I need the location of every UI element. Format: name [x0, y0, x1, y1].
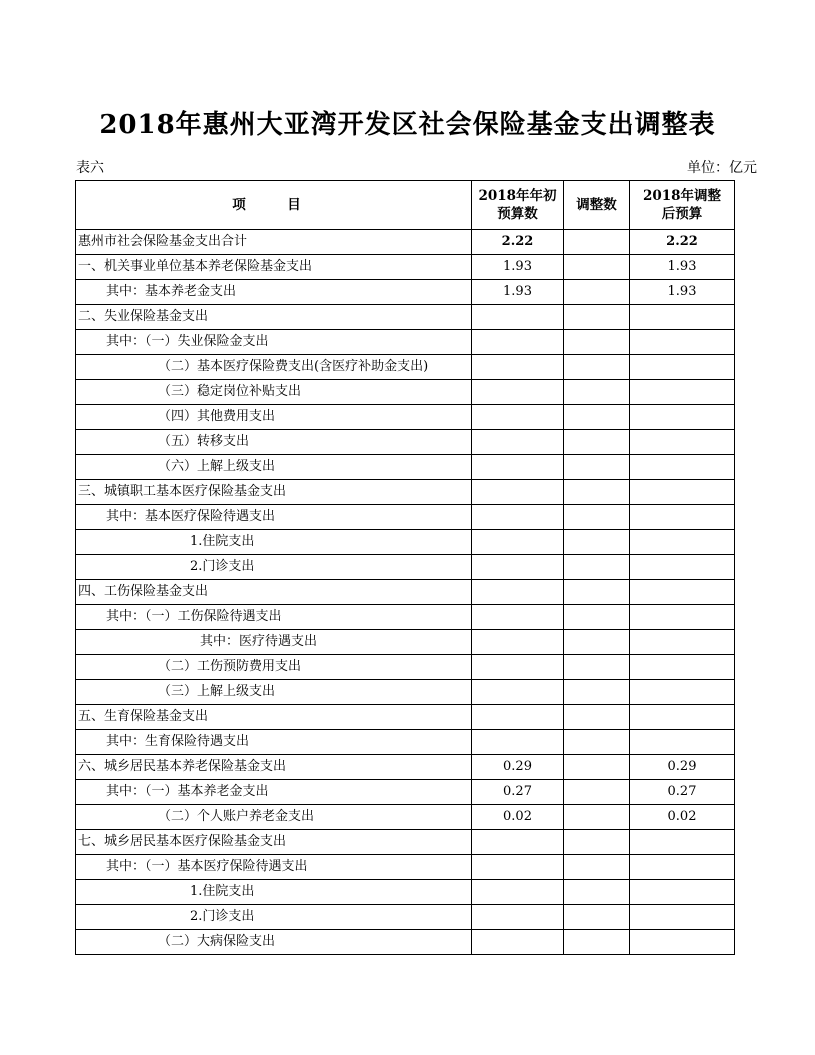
page-title: 2018年惠州大亚湾开发区社会保险基金支出调整表 — [99, 110, 716, 140]
cell-adjust — [564, 755, 630, 780]
table-row — [76, 630, 735, 655]
row-label: 四、工伤保险基金支出 — [76, 580, 472, 605]
header-adjusted-budget — [630, 181, 735, 230]
table-row — [76, 530, 735, 555]
cell-adjusted — [630, 455, 735, 480]
row-label: 五、生育保险基金支出 — [76, 705, 472, 730]
cell-adjusted: 0.29 — [630, 755, 735, 780]
cell-adjust — [564, 405, 630, 430]
cell-adjust — [564, 805, 630, 830]
cell-adjusted: 1.93 — [630, 280, 735, 305]
row-label: （二）大病保险支出 — [76, 930, 472, 955]
cell-adjust — [564, 255, 630, 280]
cell-adjusted — [630, 655, 735, 680]
cell-initial: 0.29 — [472, 755, 564, 780]
row-label: 其中：基本养老金支出 — [76, 280, 472, 305]
cell-initial: 0.27 — [472, 780, 564, 805]
header-initial-budget — [472, 181, 564, 230]
row-label: 七、城乡居民基本医疗保险基金支出 — [76, 830, 472, 855]
table-row — [76, 305, 735, 330]
cell-initial: 1.93 — [472, 280, 564, 305]
unit-label: 单位：亿元 — [687, 160, 757, 176]
cell-initial — [472, 730, 564, 755]
row-label: （二）个人账户养老金支出 — [76, 805, 472, 830]
cell-adjust — [564, 705, 630, 730]
cell-initial — [472, 455, 564, 480]
table-row — [76, 805, 735, 830]
row-label: 其中：（一）基本医疗保险待遇支出 — [76, 855, 472, 880]
cell-adjusted — [630, 530, 735, 555]
cell-initial — [472, 380, 564, 405]
row-label: （二）工伤预防费用支出 — [76, 655, 472, 680]
cell-adjusted: 1.93 — [630, 255, 735, 280]
cell-adjust — [564, 305, 630, 330]
table-row — [76, 930, 735, 955]
row-label: 其中：医疗待遇支出 — [76, 630, 472, 655]
cell-adjusted — [630, 905, 735, 930]
table-body — [76, 230, 735, 955]
table-row — [76, 680, 735, 705]
cell-adjusted — [630, 880, 735, 905]
table-row — [76, 855, 735, 880]
cell-adjusted — [630, 630, 735, 655]
cell-adjust — [564, 605, 630, 630]
row-label: 惠州市社会保险基金支出合计 — [76, 230, 472, 255]
cell-initial — [472, 405, 564, 430]
cell-initial: 0.02 — [472, 805, 564, 830]
row-label: 一、机关事业单位基本养老保险基金支出 — [76, 255, 472, 280]
cell-adjust — [564, 855, 630, 880]
cell-adjust — [564, 505, 630, 530]
row-label: 其中：（一）失业保险金支出 — [76, 330, 472, 355]
cell-adjust — [564, 780, 630, 805]
cell-initial — [472, 880, 564, 905]
row-label: 2.门诊支出 — [76, 905, 472, 930]
cell-adjust — [564, 905, 630, 930]
table-row — [76, 755, 735, 780]
table-row — [76, 255, 735, 280]
table-row — [76, 330, 735, 355]
table-row — [76, 880, 735, 905]
table-row — [76, 480, 735, 505]
cell-initial — [472, 605, 564, 630]
cell-adjusted — [630, 480, 735, 505]
cell-initial — [472, 905, 564, 930]
table-row — [76, 905, 735, 930]
cell-adjust — [564, 355, 630, 380]
row-label: 其中：基本医疗保险待遇支出 — [76, 505, 472, 530]
row-label: 其中：（一）工伤保险待遇支出 — [76, 605, 472, 630]
cell-initial — [472, 580, 564, 605]
cell-adjust — [564, 430, 630, 455]
header-initial-line2: 预算数 — [497, 206, 538, 222]
cell-adjust — [564, 380, 630, 405]
cell-adjust — [564, 530, 630, 555]
cell-adjust — [564, 480, 630, 505]
header-adjusted-line1: 2018年调整 — [642, 188, 722, 204]
cell-initial — [472, 655, 564, 680]
row-label: （三）上解上级支出 — [76, 680, 472, 705]
header-adjusted-line2: 后预算 — [661, 206, 703, 222]
cell-initial — [472, 680, 564, 705]
row-label: （五）转移支出 — [76, 430, 472, 455]
cell-adjust — [564, 455, 630, 480]
table-row — [76, 505, 735, 530]
cell-adjusted — [630, 505, 735, 530]
table-row — [76, 605, 735, 630]
cell-initial — [472, 705, 564, 730]
cell-adjusted — [630, 380, 735, 405]
cell-initial — [472, 630, 564, 655]
header-adjustment: 调整数 — [564, 181, 630, 230]
table-row — [76, 580, 735, 605]
table-row — [76, 430, 735, 455]
cell-adjust — [564, 880, 630, 905]
cell-adjusted: 2.22 — [630, 230, 735, 255]
table-row — [76, 455, 735, 480]
cell-adjusted — [630, 580, 735, 605]
table-row — [76, 355, 735, 380]
row-label: 六、城乡居民基本养老保险基金支出 — [76, 755, 472, 780]
row-label: 二、失业保险基金支出 — [76, 305, 472, 330]
table-row — [76, 780, 735, 805]
table-row — [76, 730, 735, 755]
table-number: 表六 — [76, 160, 104, 176]
cell-adjusted: 0.27 — [630, 780, 735, 805]
cell-adjusted — [630, 855, 735, 880]
cell-adjusted — [630, 605, 735, 630]
cell-adjusted: 0.02 — [630, 805, 735, 830]
cell-adjust — [564, 230, 630, 255]
cell-initial — [472, 330, 564, 355]
cell-adjusted — [630, 555, 735, 580]
cell-adjusted — [630, 730, 735, 755]
cell-initial: 1.93 — [472, 255, 564, 280]
cell-adjust — [564, 330, 630, 355]
table-row — [76, 405, 735, 430]
table-row — [76, 230, 735, 255]
row-label: 其中：（一）基本养老金支出 — [76, 780, 472, 805]
table-row — [76, 555, 735, 580]
cell-adjust — [564, 830, 630, 855]
table-row — [76, 705, 735, 730]
cell-initial — [472, 505, 564, 530]
row-label: 1.住院支出 — [76, 880, 472, 905]
cell-initial — [472, 555, 564, 580]
row-label: （四）其他费用支出 — [76, 405, 472, 430]
cell-initial — [472, 355, 564, 380]
cell-adjust — [564, 655, 630, 680]
cell-initial — [472, 830, 564, 855]
header-initial-line1: 2018年年初 — [478, 188, 557, 204]
cell-initial: 2.22 — [472, 230, 564, 255]
cell-initial — [472, 305, 564, 330]
row-label: 1.住院支出 — [76, 530, 472, 555]
cell-adjusted — [630, 330, 735, 355]
cell-adjusted — [630, 680, 735, 705]
cell-adjusted — [630, 430, 735, 455]
table-row — [76, 380, 735, 405]
cell-adjust — [564, 630, 630, 655]
row-label: （六）上解上级支出 — [76, 455, 472, 480]
cell-adjusted — [630, 305, 735, 330]
row-label: 其中：生育保险待遇支出 — [76, 730, 472, 755]
row-label: 2.门诊支出 — [76, 555, 472, 580]
cell-adjust — [564, 680, 630, 705]
cell-adjust — [564, 555, 630, 580]
cell-adjusted — [630, 355, 735, 380]
table-row — [76, 280, 735, 305]
table-header-row — [76, 181, 735, 230]
header-item: 项 目 — [76, 181, 472, 230]
cell-adjusted — [630, 405, 735, 430]
cell-adjusted — [630, 830, 735, 855]
cell-adjusted — [630, 705, 735, 730]
row-label: 三、城镇职工基本医疗保险基金支出 — [76, 480, 472, 505]
table-row — [76, 830, 735, 855]
table-row — [76, 655, 735, 680]
cell-initial — [472, 530, 564, 555]
row-label: （二）基本医疗保险费支出(含医疗补助金支出) — [76, 355, 472, 380]
cell-initial — [472, 480, 564, 505]
cell-adjust — [564, 280, 630, 305]
cell-initial — [472, 855, 564, 880]
cell-adjusted — [630, 930, 735, 955]
cell-initial — [472, 430, 564, 455]
cell-adjust — [564, 930, 630, 955]
row-label: （三）稳定岗位补贴支出 — [76, 380, 472, 405]
cell-adjust — [564, 730, 630, 755]
expenditure-table — [75, 180, 735, 955]
cell-initial — [472, 930, 564, 955]
cell-adjust — [564, 580, 630, 605]
